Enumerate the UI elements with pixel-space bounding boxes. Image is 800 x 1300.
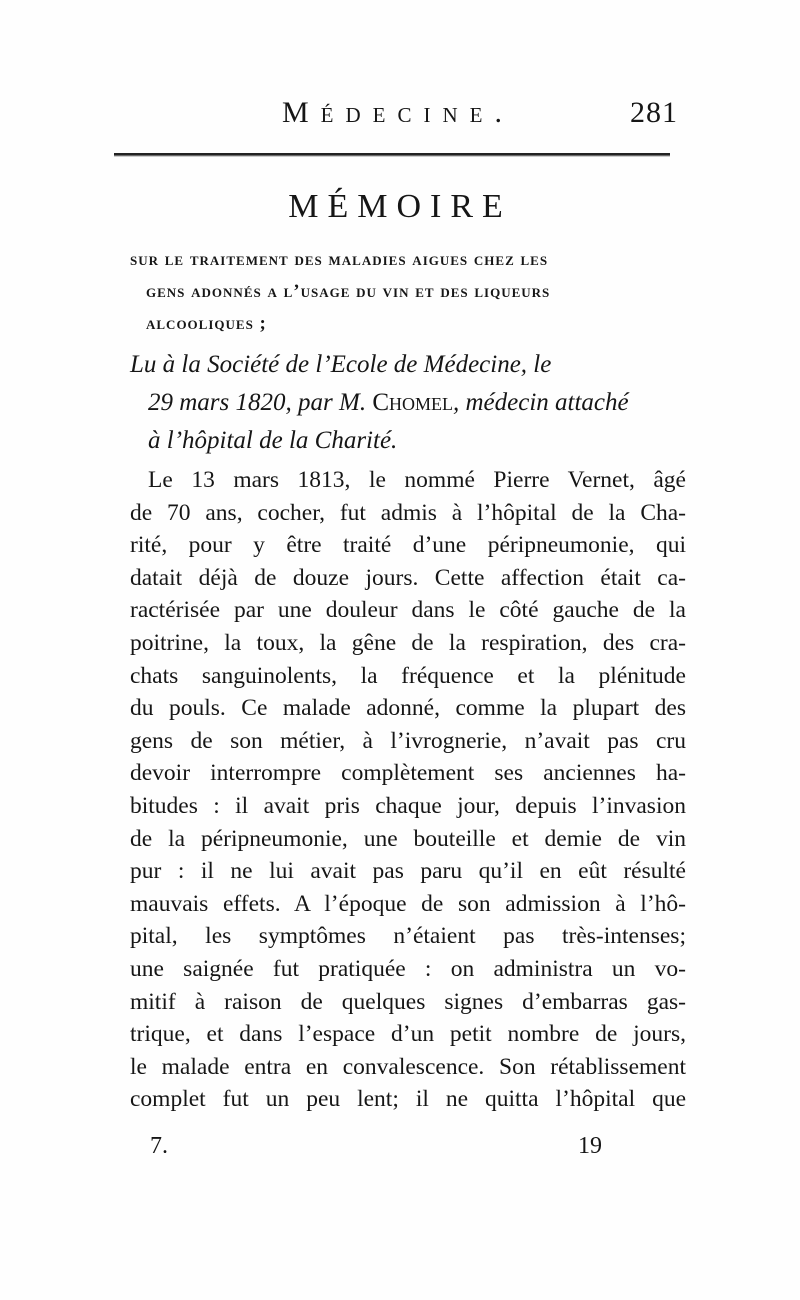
subtitle-line: gens adonnés a l’usage du vin et des liqueurs xyxy=(146,281,551,302)
body-line: chats sanguinolents, la fréquence et la plénitude xyxy=(130,662,686,689)
signature-mark: 7. xyxy=(150,1133,168,1159)
body-line: de 70 ans, cocher, fut admis à l’hôpital de la Cha- xyxy=(130,499,686,526)
running-head xyxy=(118,96,678,136)
body-line: pur : il ne lui avait pas paru qu’il en eût résulté xyxy=(130,858,686,885)
body-line: Le 13 mars 1813, le nommé Pierre Vernet, âgé xyxy=(148,467,686,493)
body-text xyxy=(130,464,686,1116)
body-line: pital, les symptômes n’étaient pas très-intenses; xyxy=(130,923,686,950)
body-line: complet fut un peu lent; il ne quitta l’hôpital que xyxy=(130,1086,686,1113)
body-line: le malade entra en convalescence. Son rétablissement xyxy=(130,1053,686,1080)
article-subtitle xyxy=(130,244,682,340)
body-line: de la péripneumonie, une bouteille et demie de vin xyxy=(130,825,686,852)
read-note-line xyxy=(130,384,690,422)
read-note-affiliation: , médecin attaché xyxy=(453,389,629,416)
body-line: du pouls. Ce malade adonné, comme la plupart des xyxy=(130,695,686,722)
body-line: rité, pour y être traité d’une péripneumonie, qui xyxy=(130,532,686,559)
catchword: 19 xyxy=(578,1133,602,1159)
body-line: poitrine, la toux, la gêne de la respiration, des cra- xyxy=(130,629,686,656)
running-title: Médecine. xyxy=(282,96,514,129)
author-name: Chomel xyxy=(372,389,453,416)
body-line: bitudes : il avait pris chaque jour, depuis l’invasion xyxy=(130,792,686,819)
body-line: datait déjà de douze jours. Cette affection était ca- xyxy=(130,564,686,591)
page-number: 281 xyxy=(630,96,678,129)
body-line: trique, et dans l’espace d’un petit nombre de jours, xyxy=(130,1021,686,1048)
body-line: ractérisée par une douleur dans le côté gauche de la xyxy=(130,597,686,624)
header-rule xyxy=(114,153,670,157)
read-note-line: à l’hôpital de la Charité. xyxy=(148,427,398,454)
body-line: mauvais effets. A l’époque de son admission à l’hô- xyxy=(130,890,686,917)
article-title: MÉMOIRE xyxy=(288,188,512,225)
body-line: devoir interrompre complètement ses anciennes ha- xyxy=(130,760,686,787)
body-line: mitif à raison de quelques signes d’embarras gas- xyxy=(130,988,686,1015)
subtitle-line: alcooliques ; xyxy=(146,313,267,334)
subtitle-line: sur le traitement des maladies aigues chez les xyxy=(130,249,549,270)
read-note-date: 29 mars 1820, par M. xyxy=(148,389,373,416)
body-line: gens de son métier, à l’ivrognerie, n’avait pas cru xyxy=(130,727,686,754)
read-note xyxy=(130,346,690,460)
read-note-line: Lu à la Société de l’Ecole de Médecine, le xyxy=(130,351,552,378)
body-line: une saignée fut pratiquée : on administra un vo- xyxy=(130,955,686,982)
